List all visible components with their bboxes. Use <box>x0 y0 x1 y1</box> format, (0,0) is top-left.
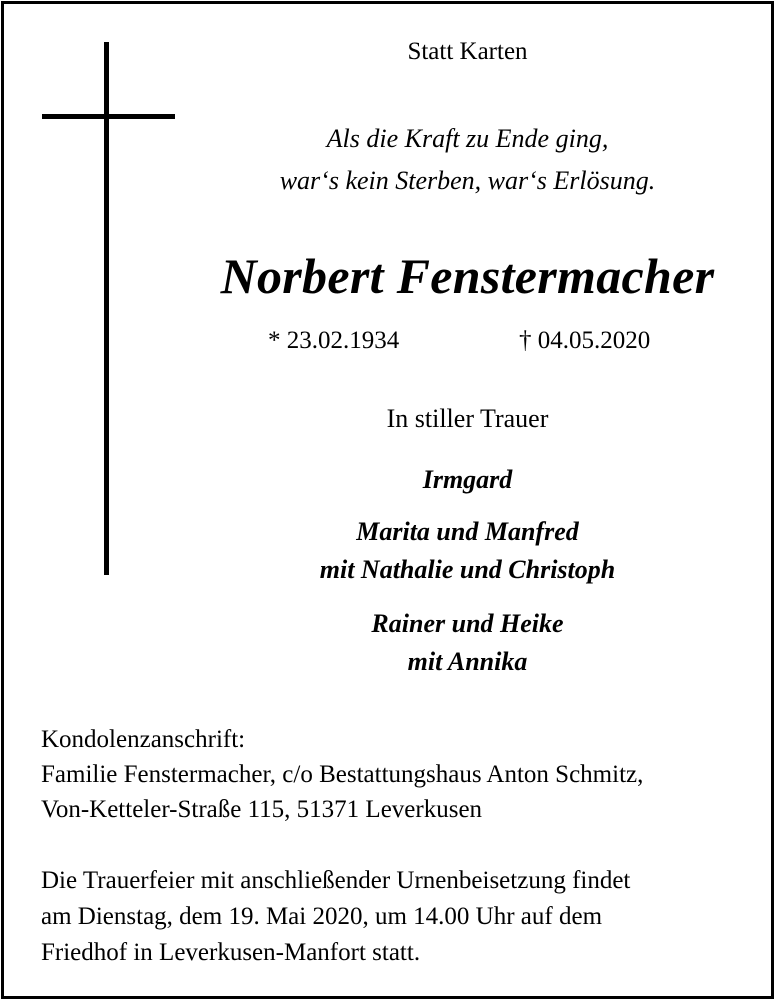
family-line: mit Annika <box>407 647 528 676</box>
address-line: Familie Fenstermacher, c/o Bestattungshaus Anton Schmitz, <box>41 761 644 788</box>
family-line: mit Nathalie und Christoph <box>319 555 616 584</box>
verse-line: Als die Kraft zu Ende ging, <box>326 124 609 153</box>
family-line: Marita und Manfred <box>356 517 579 546</box>
death-date: † 04.05.2020 <box>519 327 651 354</box>
mourning-text: In stiller Trauer <box>386 404 549 433</box>
family-group-2 <box>200 513 735 589</box>
birth-date: * 23.02.1934 <box>268 327 400 354</box>
family-line: Irmgard <box>422 465 513 494</box>
deceased-name: Norbert Fenstermacher <box>220 248 715 304</box>
address-line: Kondolenzanschrift: <box>41 726 246 753</box>
verse-line: war‘s kein Sterben, war‘s Erlösung. <box>279 166 656 195</box>
address-line: Von-Ketteler-Straße 115, 51371 Leverkusen <box>41 796 483 823</box>
header-text: Statt Karten <box>407 38 528 65</box>
condolence-address <box>41 722 643 827</box>
cross-vertical-bar <box>104 42 109 575</box>
service-line: Die Trauerfeier mit anschließender Urnenbeisetzung findet <box>41 867 631 894</box>
family-group-1 <box>200 461 735 499</box>
family-group-3 <box>200 605 735 681</box>
cross-horizontal-bar <box>42 114 175 119</box>
family-line: Rainer und Heike <box>371 609 564 638</box>
verse <box>200 118 735 202</box>
funeral-service-info <box>41 863 630 971</box>
service-line: am Dienstag, dem 19. Mai 2020, um 14.00 Uhr auf dem <box>41 903 603 930</box>
service-line: Friedhof in Leverkusen-Manfort statt. <box>41 939 421 966</box>
